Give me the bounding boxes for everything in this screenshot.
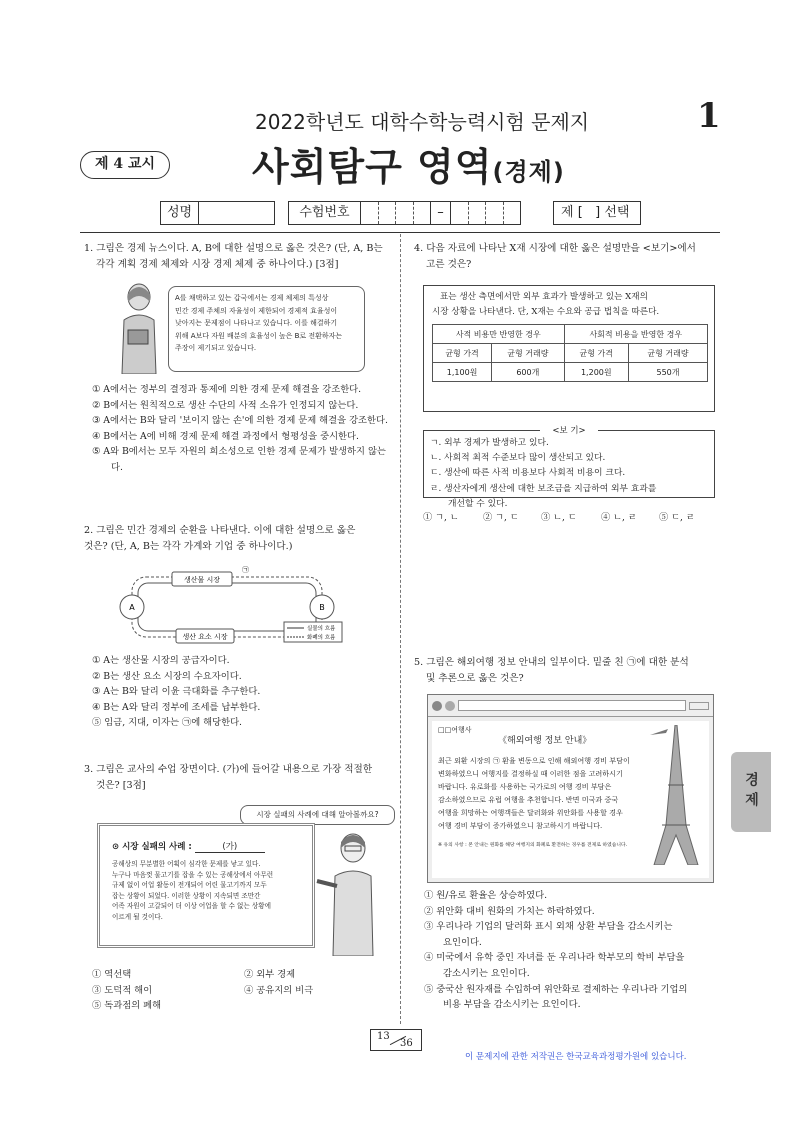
q5-browser-window — [427, 694, 714, 883]
q2-circular-flow-diagram — [112, 562, 352, 652]
subject-main: 사회탐구 영역 — [252, 145, 493, 189]
agency-name: □□여행사 — [438, 726, 472, 734]
q4-option-2[interactable]: ② ㄱ, ㄷ — [483, 512, 519, 523]
q2-option-2[interactable]: ② B는 생산 요소 시장의 수요자이다. — [92, 670, 242, 682]
diagram-top-market: 생산물 시장 — [183, 576, 221, 584]
q4-table: 사적 비용만 반영한 경우 사회적 비용을 반영한 경우 균형 가격 균형 거래량 균형 가격 균형 거래량 1,100원 600개 1,200원 550개 — [432, 324, 708, 382]
period-badge: 제 4 교시 — [80, 151, 170, 179]
q2-option-1[interactable]: ① A는 생산물 시장의 공급자이다. — [92, 655, 230, 666]
bogi-item: ㄹ. 생산자에게 생산에 대한 보조금을 지급하여 외부 효과를 — [430, 483, 657, 494]
q2-option-4[interactable]: ④ B는 A와 달리 정부에 조세를 납부한다. — [92, 701, 261, 713]
table-cell: 1,100원 — [433, 363, 492, 382]
q5-option-2[interactable]: ② 위안화 대비 원화의 가치는 하락하였다. — [424, 905, 595, 917]
subject-sub: (경제) — [492, 158, 565, 186]
table-cell: 600개 — [492, 363, 564, 382]
q5-option-5[interactable]: ⑤ 중국산 원자재를 수입하여 위안화로 결제하는 우리나라 기업의 — [424, 983, 688, 995]
q5-option-4[interactable]: ④ 미국에서 유학 중인 자녀를 둔 우리나라 학부모의 학비 부담을 — [424, 952, 685, 964]
window-controls[interactable] — [689, 702, 709, 710]
q4-option-4[interactable]: ④ ㄴ, ㄹ — [601, 512, 637, 523]
q3-option-3[interactable]: ③ 도덕적 해이 — [92, 984, 153, 996]
q1-speech-bubble: A를 채택하고 있는 갑국에서는 경제 체제의 특성상 민간 경제 주체의 자율성이 제한되어 경제적 효율성이 낮아지는 문제점이 나타나고 있습니다. 이를 해결하기 위해 A보다 자원 배분의 효율성이 높은 B로 전환하자는 주장이 제기되고 있습니다. — [168, 286, 365, 372]
name-field[interactable] — [160, 201, 275, 225]
table-header-private: 사적 비용만 반영한 경우 — [433, 325, 565, 344]
page-indicator — [370, 1029, 422, 1051]
teacher-figure — [315, 826, 385, 956]
diagram-node-b: B — [319, 603, 325, 612]
q3-option-2[interactable]: ② 외부 경제 — [244, 969, 296, 980]
q3-stem: 3. 그림은 교사의 수업 장면이다. (가)에 들어갈 내용으로 가장 적절한 것은? [3점] — [84, 764, 373, 791]
bogi-item: ㄷ. 생산에 따른 사적 비용보다 사회적 비용이 크다. — [430, 468, 626, 479]
info-text: 최근 외환 시장의 ㉠ 환율 변동으로 인해 해외여행 경비 부담이 변화하였으니 여행지를 결정하실 때 이러한 점을 고려하시기 바랍니다. 유로화를 사용하는 국가로의 여행 경비 부담은 감소하였으므로 유럽 여행을 추천합니다. 반면 미국과 중국 여행을 희망하는 여행객들은 달러화와 위안화를 사용할 경우 여행 경비 부담이 증가하였으니 참고하시기 바랍니다. — [438, 756, 630, 830]
q1-option-5[interactable]: ⑤ A와 B에서는 모두 자원의 희소성으로 인한 경제 문제가 발생하지 않는다. — [92, 446, 386, 473]
q5-option-3[interactable]: ③ 우리나라 기업의 달러화 표시 외채 상환 부담을 감소시키는 — [424, 921, 673, 933]
info-note: ※ 유의 사항 : 본 안내는 원화를 해당 여행지의 화폐로 환전하는 경우를 전제로 하였습니다. — [438, 843, 628, 848]
exam-number-dash: – — [431, 202, 451, 224]
diagram-mark: ㉠ — [242, 566, 249, 574]
q1-option-3[interactable]: ③ A에서는 B와 달리 '보이지 않는 손'에 의한 경제 문제 해결을 강조한다. — [92, 415, 388, 427]
exam-title: 2022학년도 대학수학능력시험 문제지 — [255, 110, 590, 134]
q3-option-5[interactable]: ⑤ 독과점의 폐해 — [92, 1000, 162, 1012]
board-title: ⊙ 시장 실패의 사례 : — [112, 842, 192, 852]
q4-option-5[interactable]: ⑤ ㄷ, ㄹ — [659, 512, 695, 523]
diagram-bottom-market: 생산 요소 시장 — [182, 633, 228, 641]
elective-pre: 제 — [561, 205, 574, 220]
q3-whiteboard: ⊙ 시장 실패의 사례 : (가) 공해상의 무분별한 어획이 심각한 문제를 낳고 있다. 누구나 마음껏 물고기를 잡을 수 있는 공해상에서 아무런 규제 없이 어업 활동이 전개되어 어린 물고기까지 모두 잡는 상황이 되었다. 이러한 상황이 지속되면 조만간 어족 자원이 고갈되어 더 이상 어업을 할 수 없는 상황에 이르게 될 것이다. — [97, 823, 315, 948]
table-header-social: 사회적 비용을 반영한 경우 — [564, 325, 707, 344]
subject-side-tab: 경제 — [731, 752, 771, 832]
elective-post: 선택 — [604, 205, 630, 220]
table-cell: 550개 — [629, 363, 708, 382]
total-pages: 36 — [400, 1038, 413, 1049]
q2-options — [92, 653, 392, 731]
q4-stem: 4. 다음 자료에 나타난 X재 시장에 대한 옳은 설명만을 <보기>에서 고른 것은? — [414, 243, 696, 270]
q3-option-4[interactable]: ④ 공유지의 비극 — [244, 984, 314, 996]
eiffel-tower-image — [648, 725, 703, 865]
subject-title — [252, 136, 565, 191]
name-label: 성명 — [161, 202, 199, 224]
q2-option-3[interactable]: ③ A는 B와 달리 이윤 극대화를 추구한다. — [92, 686, 261, 698]
diagram-node-a: A — [129, 603, 135, 612]
browser-toolbar — [428, 695, 713, 717]
table-cell: 1,200원 — [564, 363, 628, 382]
q1-option-4[interactable]: ④ B에서는 A에 비해 경제 문제 해결 과정에서 형평성을 중시한다. — [92, 430, 359, 442]
forward-icon[interactable] — [445, 701, 455, 711]
q2-option-5[interactable]: ⑤ 임금, 지대, 이자는 ㉠에 해당한다. — [92, 717, 243, 729]
newscaster-figure — [110, 282, 168, 374]
address-bar[interactable] — [458, 700, 686, 711]
q5-option-1[interactable]: ① 원/유로 환율은 상승하였다. — [424, 890, 548, 901]
legend-goods: 실물의 흐름 — [307, 626, 336, 632]
bogi-item: ㄴ. 사회적 최적 수준보다 많이 생산되고 있다. — [430, 453, 606, 464]
info-banner: 《해외여행 정보 안내》 — [498, 736, 592, 746]
bogi-item: ㄱ. 외부 경제가 발생하고 있다. — [430, 438, 549, 448]
q3-option-1[interactable]: ① 역선택 — [92, 969, 132, 980]
column-divider — [400, 234, 401, 1024]
q2-stem: 2. 그림은 민간 경제의 순환을 나타낸다. 이에 대한 설명으로 옳은 것은? (단, A, B는 각각 가계와 기업 중 하나이다.) — [84, 525, 356, 552]
legend-money: 화폐의 흐름 — [307, 635, 336, 641]
page-number: 1 — [697, 96, 721, 136]
exam-number-label: 수험번호 — [289, 202, 361, 224]
q5-options: ① 원/유로 환율은 상승하였다. ② 위안화 대비 원화의 가치는 하락하였다. ③ 우리나라 기업의 달러화 표시 외채 상환 부담을 감소시키는 요인이다. ④ 미국에서 유학 중인 자녀를 둔 우리나라 학부모의 학비 부담을 감소시키는 요인이다. ⑤ 중국산 원자재를 수입하여 위안화로 결제하는 우리나라 기업의 비용 부담을 감소시키는 요인이다. — [424, 888, 724, 1013]
bogi-title: <보 기> — [552, 426, 586, 436]
q4-option-3[interactable]: ③ ㄴ, ㄷ — [541, 512, 577, 523]
q1-option-1[interactable]: ① A에서는 정부의 결정과 통제에 의한 경제 문제 해결을 강조한다. — [92, 384, 362, 395]
header-rule — [80, 232, 720, 233]
q4-option-1[interactable]: ① ㄱ, ㄴ — [423, 512, 459, 523]
q4-data-box: 표는 생산 측면에서만 외부 효과가 발생하고 있는 X재의 시장 상황을 나타낸다. 단, X재는 수요와 공급 법칙을 따른다. 사적 비용만 반영한 경우 사회적 비용을 반영한 경우 균형 가격 균형 거래량 균형 가격 균형 거래량 1,100원 600개 1,200원 550개 — [423, 285, 715, 412]
exam-number-field[interactable] — [288, 201, 521, 225]
q1-options — [92, 382, 392, 476]
q4-bogi-items — [430, 436, 656, 512]
back-icon[interactable] — [432, 701, 442, 711]
elective-field[interactable]: 제 [ ] 선택 — [553, 201, 641, 225]
current-page: 13 — [377, 1031, 390, 1042]
q5-stem: 5. 그림은 해외여행 정보 안내의 일부이다. 밑줄 친 ㉠에 대한 분석 및 추론으로 옳은 것은? — [414, 657, 689, 684]
q3-options — [92, 967, 392, 1014]
q3-speech-bubble: 시장 실패의 사례에 대해 알아볼까요? — [240, 805, 395, 825]
board-blank: (가) — [195, 840, 265, 853]
q1-option-2[interactable]: ② B에서는 원칙적으로 생산 수단의 사적 소유가 인정되지 않는다. — [92, 399, 359, 411]
q1-stem: 1. 그림은 경제 뉴스이다. A, B에 대한 설명으로 옳은 것은? (단, A, B는 각각 계획 경제 체제와 시장 경제 체제 중 하나이다.) [3점] — [84, 243, 383, 270]
copyright-notice: 이 문제지에 관한 저작권은 한국교육과정평가원에 있습니다. — [465, 1052, 687, 1062]
bogi-item: 개선할 수 있다. — [448, 498, 508, 509]
